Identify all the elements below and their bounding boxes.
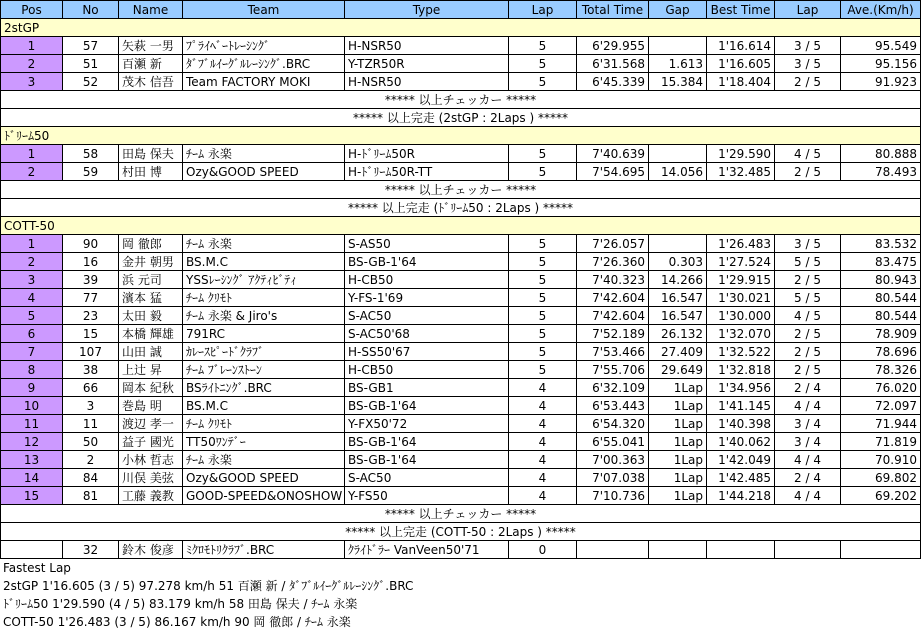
average-speed-cell: 69.202: [841, 487, 921, 505]
column-header: Lap: [509, 1, 577, 19]
name-cell: 益子 國光: [119, 433, 183, 451]
laps-cell: 4: [509, 379, 577, 397]
fastest-lap-line: ﾄﾞﾘｰﾑ50 1'29.590 (4 / 5) 83.179 km/h 58 田島 保夫 / ﾁｰﾑ 永楽: [3, 597, 358, 611]
team-cell: ﾁｰﾑ ｸﾘﾓﾄ: [183, 289, 345, 307]
best-lap-cell: [775, 541, 841, 559]
team-cell: ﾀﾞﾌﾞﾙｲｰｸﾞﾙﾚｰｼﾝｸﾞ.BRC: [183, 55, 345, 73]
number-cell: 107: [63, 343, 119, 361]
table-row: [1, 145, 921, 163]
type-cell: Y-FS50: [345, 487, 509, 505]
total-time-cell: 7'10.736: [577, 487, 649, 505]
team-cell: BS.M.C: [183, 253, 345, 271]
table-row: [1, 307, 921, 325]
table-row: [1, 325, 921, 343]
number-cell: 16: [63, 253, 119, 271]
number-cell: 59: [63, 163, 119, 181]
total-time-cell: [577, 541, 649, 559]
average-speed-cell: 69.802: [841, 469, 921, 487]
finish-note-row: [1, 109, 921, 127]
laps-cell: 5: [509, 73, 577, 91]
position-cell: 6: [1, 325, 63, 343]
fastest-lap-section: [0, 559, 900, 631]
name-cell: 渡辺 孝一: [119, 415, 183, 433]
team-cell: ﾁｰﾑ 永楽: [183, 145, 345, 163]
type-cell: BS-GB-1'64: [345, 433, 509, 451]
position-cell: 12: [1, 433, 63, 451]
number-cell: 84: [63, 469, 119, 487]
position-cell: 14: [1, 469, 63, 487]
team-cell: BS.M.C: [183, 397, 345, 415]
fastest-lap-line: 2stGP 1'16.605 (3 / 5) 97.278 km/h 51 百瀬 新 / ﾀﾞﾌﾞﾙｲｰｸﾞﾙﾚｰｼﾝｸﾞ.BRC: [3, 579, 414, 593]
checker-note: ***** 以上チェッカー *****: [1, 181, 921, 199]
total-time-cell: 7'52.189: [577, 325, 649, 343]
column-header: No: [63, 1, 119, 19]
column-header: Type: [345, 1, 509, 19]
gap-cell: 0.303: [649, 253, 707, 271]
position-cell: 1: [1, 37, 63, 55]
best-lap-cell: 3 / 5: [775, 235, 841, 253]
laps-cell: 5: [509, 37, 577, 55]
class-title: ﾄﾞﾘｰﾑ50: [1, 127, 921, 145]
total-time-cell: 7'42.604: [577, 307, 649, 325]
total-time-cell: 7'26.360: [577, 253, 649, 271]
best-lap-cell: 4 / 4: [775, 487, 841, 505]
checker-note: ***** 以上チェッカー *****: [1, 505, 921, 523]
total-time-cell: 7'07.038: [577, 469, 649, 487]
position-cell: 7: [1, 343, 63, 361]
gap-cell: 26.132: [649, 325, 707, 343]
position-cell: 2: [1, 253, 63, 271]
table-row: [1, 397, 921, 415]
team-cell: ﾁｰﾑ 永楽 & Jiro's: [183, 307, 345, 325]
class-title-row: [1, 127, 921, 145]
position-cell: 4: [1, 289, 63, 307]
name-cell: 岡本 紀秋: [119, 379, 183, 397]
team-cell: Ozy&GOOD SPEED: [183, 469, 345, 487]
laps-cell: 4: [509, 487, 577, 505]
column-header: Pos: [1, 1, 63, 19]
team-cell: ﾁｰﾑ 永楽: [183, 235, 345, 253]
number-cell: 39: [63, 271, 119, 289]
gap-cell: 14.056: [649, 163, 707, 181]
position-cell: 2: [1, 163, 63, 181]
laps-cell: 5: [509, 343, 577, 361]
gap-cell: 29.649: [649, 361, 707, 379]
table-row: [1, 433, 921, 451]
type-cell: S-AS50: [345, 235, 509, 253]
column-header: Team: [183, 1, 345, 19]
best-time-cell: 1'40.398: [707, 415, 775, 433]
type-cell: S-AC50: [345, 469, 509, 487]
type-cell: Y-FX50'72: [345, 415, 509, 433]
table-row: [1, 289, 921, 307]
team-cell: YSSﾚｰｼﾝｸﾞ ｱｸﾃｨﾋﾞﾃｨ: [183, 271, 345, 289]
team-cell: ﾁｰﾑ ﾌﾞﾚｰﾝｽﾄｰﾝ: [183, 361, 345, 379]
best-lap-cell: 2 / 5: [775, 73, 841, 91]
average-speed-cell: 71.944: [841, 415, 921, 433]
best-lap-cell: 4 / 5: [775, 145, 841, 163]
name-cell: 金井 朝男: [119, 253, 183, 271]
position-cell: 10: [1, 397, 63, 415]
total-time-cell: 6'54.320: [577, 415, 649, 433]
finish-note: ***** 以上完走 (COTT-50 : 2Laps ) *****: [1, 523, 921, 541]
average-speed-cell: [841, 541, 921, 559]
results-body: [1, 19, 921, 559]
best-time-cell: 1'27.524: [707, 253, 775, 271]
average-speed-cell: 76.020: [841, 379, 921, 397]
finish-note-row: [1, 523, 921, 541]
gap-cell: 16.547: [649, 289, 707, 307]
team-cell: ﾁｰﾑ ｸﾘﾓﾄ: [183, 415, 345, 433]
total-time-cell: 6'55.041: [577, 433, 649, 451]
type-cell: Y-FS-1'69: [345, 289, 509, 307]
best-time-cell: 1'32.485: [707, 163, 775, 181]
best-lap-cell: 5 / 5: [775, 253, 841, 271]
laps-cell: 5: [509, 307, 577, 325]
name-cell: 太田 毅: [119, 307, 183, 325]
best-lap-cell: 5 / 5: [775, 289, 841, 307]
best-time-cell: 1'34.956: [707, 379, 775, 397]
number-cell: 81: [63, 487, 119, 505]
class-title-row: [1, 217, 921, 235]
name-cell: 矢萩 一男: [119, 37, 183, 55]
class-title-row: [1, 19, 921, 37]
checker-note-row: [1, 181, 921, 199]
name-cell: 鈴木 俊彦: [119, 541, 183, 559]
best-time-cell: 1'29.590: [707, 145, 775, 163]
type-cell: ｸﾗｲﾄﾞﾗｰ VanVeen50'71: [345, 541, 509, 559]
table-row: [1, 343, 921, 361]
best-time-cell: 1'29.915: [707, 271, 775, 289]
total-time-cell: 6'31.568: [577, 55, 649, 73]
table-row: [1, 271, 921, 289]
laps-cell: 4: [509, 451, 577, 469]
number-cell: 2: [63, 451, 119, 469]
number-cell: 50: [63, 433, 119, 451]
table-row: [1, 235, 921, 253]
type-cell: Y-TZR50R: [345, 55, 509, 73]
best-time-cell: 1'18.404: [707, 73, 775, 91]
name-cell: 岡 徹郎: [119, 235, 183, 253]
number-cell: 3: [63, 397, 119, 415]
number-cell: 11: [63, 415, 119, 433]
number-cell: 38: [63, 361, 119, 379]
best-lap-cell: 2 / 4: [775, 469, 841, 487]
best-time-cell: 1'30.021: [707, 289, 775, 307]
average-speed-cell: 78.909: [841, 325, 921, 343]
best-time-cell: 1'44.218: [707, 487, 775, 505]
average-speed-cell: 80.544: [841, 289, 921, 307]
team-cell: ﾌﾟﾗｲﾍﾞｰﾄﾚｰｼﾝｸﾞ: [183, 37, 345, 55]
gap-cell: 1Lap: [649, 469, 707, 487]
average-speed-cell: 78.326: [841, 361, 921, 379]
table-row: [1, 415, 921, 433]
checker-note-row: [1, 505, 921, 523]
name-cell: 川俣 美弦: [119, 469, 183, 487]
column-header: Name: [119, 1, 183, 19]
position-cell: 5: [1, 307, 63, 325]
name-cell: 村田 博: [119, 163, 183, 181]
laps-cell: 0: [509, 541, 577, 559]
best-lap-cell: 2 / 5: [775, 325, 841, 343]
finish-note: ***** 以上完走 (ﾄﾞﾘｰﾑ50 : 2Laps ) *****: [1, 199, 921, 217]
gap-cell: 1Lap: [649, 397, 707, 415]
best-lap-cell: 2 / 5: [775, 163, 841, 181]
column-header: Ave.(Km/h): [841, 1, 921, 19]
average-speed-cell: 70.910: [841, 451, 921, 469]
average-speed-cell: 91.923: [841, 73, 921, 91]
column-header: Gap: [649, 1, 707, 19]
best-time-cell: 1'42.485: [707, 469, 775, 487]
number-cell: 23: [63, 307, 119, 325]
gap-cell: 1.613: [649, 55, 707, 73]
best-time-cell: 1'42.049: [707, 451, 775, 469]
average-speed-cell: 83.532: [841, 235, 921, 253]
best-lap-cell: 4 / 5: [775, 307, 841, 325]
type-cell: BS-GB1: [345, 379, 509, 397]
team-cell: Ozy&GOOD SPEED: [183, 163, 345, 181]
checker-note: ***** 以上チェッカー *****: [1, 91, 921, 109]
name-cell: 上辻 昇: [119, 361, 183, 379]
average-speed-cell: 71.819: [841, 433, 921, 451]
total-time-cell: 7'54.695: [577, 163, 649, 181]
table-row: [1, 37, 921, 55]
average-speed-cell: 80.943: [841, 271, 921, 289]
gap-cell: 14.266: [649, 271, 707, 289]
gap-cell: 1Lap: [649, 379, 707, 397]
total-time-cell: 7'40.323: [577, 271, 649, 289]
position-cell: 8: [1, 361, 63, 379]
best-lap-cell: 3 / 5: [775, 37, 841, 55]
type-cell: BS-GB-1'64: [345, 397, 509, 415]
number-cell: 15: [63, 325, 119, 343]
laps-cell: 4: [509, 469, 577, 487]
name-cell: 茂木 信吾: [119, 73, 183, 91]
laps-cell: 5: [509, 145, 577, 163]
number-cell: 51: [63, 55, 119, 73]
table-row: [1, 451, 921, 469]
average-speed-cell: 95.549: [841, 37, 921, 55]
gap-cell: [649, 37, 707, 55]
name-cell: 田島 保夫: [119, 145, 183, 163]
table-row: [1, 469, 921, 487]
name-cell: 小林 哲志: [119, 451, 183, 469]
column-header: Lap: [775, 1, 841, 19]
position-cell: 1: [1, 235, 63, 253]
total-time-cell: 6'53.443: [577, 397, 649, 415]
best-lap-cell: 2 / 5: [775, 271, 841, 289]
column-header: Total Time: [577, 1, 649, 19]
gap-cell: 1Lap: [649, 451, 707, 469]
total-time-cell: 7'26.057: [577, 235, 649, 253]
total-time-cell: 7'40.639: [577, 145, 649, 163]
position-cell: 13: [1, 451, 63, 469]
fastest-lap-title: Fastest Lap: [3, 561, 71, 575]
total-time-cell: 7'55.706: [577, 361, 649, 379]
name-cell: 山田 誠: [119, 343, 183, 361]
average-speed-cell: 80.544: [841, 307, 921, 325]
gap-cell: 16.547: [649, 307, 707, 325]
fastest-lap-line: COTT-50 1'26.483 (3 / 5) 86.167 km/h 90 岡 徹郎 / ﾁｰﾑ 永楽: [3, 615, 351, 629]
team-cell: ｶﾚｰｽﾋﾟｰﾄﾞｸﾗﾌﾞ: [183, 343, 345, 361]
name-cell: 本橋 輝雄: [119, 325, 183, 343]
class-title: 2stGP: [1, 19, 921, 37]
name-cell: 濱本 猛: [119, 289, 183, 307]
type-cell: H-SS50'67: [345, 343, 509, 361]
type-cell: H-ﾄﾞﾘｰﾑ50R-TT: [345, 163, 509, 181]
laps-cell: 5: [509, 271, 577, 289]
team-cell: 791RC: [183, 325, 345, 343]
team-cell: BSﾗｲﾄﾆﾝｸﾞ.BRC: [183, 379, 345, 397]
gap-cell: [649, 145, 707, 163]
type-cell: H-NSR50: [345, 73, 509, 91]
best-time-cell: 1'16.605: [707, 55, 775, 73]
gap-cell: 1Lap: [649, 487, 707, 505]
team-cell: TT50ﾜﾝﾃﾞｰ: [183, 433, 345, 451]
laps-cell: 5: [509, 163, 577, 181]
team-cell: ﾁｰﾑ 永楽: [183, 451, 345, 469]
number-cell: 90: [63, 235, 119, 253]
gap-cell: 15.384: [649, 73, 707, 91]
type-cell: BS-GB-1'64: [345, 253, 509, 271]
type-cell: H-NSR50: [345, 37, 509, 55]
best-time-cell: 1'40.062: [707, 433, 775, 451]
team-cell: ﾐｸﾛﾓﾄﾘｸﾗﾌﾞ.BRC: [183, 541, 345, 559]
best-lap-cell: 3 / 5: [775, 55, 841, 73]
laps-cell: 4: [509, 433, 577, 451]
laps-cell: 4: [509, 415, 577, 433]
average-speed-cell: 72.097: [841, 397, 921, 415]
total-time-cell: 7'42.604: [577, 289, 649, 307]
position-cell: 15: [1, 487, 63, 505]
type-cell: H-CB50: [345, 361, 509, 379]
type-cell: H-CB50: [345, 271, 509, 289]
best-time-cell: 1'32.070: [707, 325, 775, 343]
total-time-cell: 6'32.109: [577, 379, 649, 397]
number-cell: 57: [63, 37, 119, 55]
gap-cell: [649, 235, 707, 253]
type-cell: S-AC50'68: [345, 325, 509, 343]
gap-cell: 1Lap: [649, 433, 707, 451]
number-cell: 52: [63, 73, 119, 91]
finish-note: ***** 以上完走 (2stGP : 2Laps ) *****: [1, 109, 921, 127]
number-cell: 77: [63, 289, 119, 307]
position-cell: 3: [1, 73, 63, 91]
position-cell: 9: [1, 379, 63, 397]
table-row: [1, 487, 921, 505]
laps-cell: 5: [509, 361, 577, 379]
position-cell: 11: [1, 415, 63, 433]
number-cell: 66: [63, 379, 119, 397]
average-speed-cell: 83.475: [841, 253, 921, 271]
gap-cell: 1Lap: [649, 415, 707, 433]
name-cell: 百瀬 新: [119, 55, 183, 73]
team-cell: GOOD-SPEED&ONOSHOW: [183, 487, 345, 505]
type-cell: S-AC50: [345, 307, 509, 325]
best-time-cell: 1'41.145: [707, 397, 775, 415]
name-cell: 浜 元司: [119, 271, 183, 289]
position-cell: 2: [1, 55, 63, 73]
best-lap-cell: 2 / 5: [775, 343, 841, 361]
name-cell: 巻島 明: [119, 397, 183, 415]
laps-cell: 5: [509, 289, 577, 307]
table-row: [1, 55, 921, 73]
best-time-cell: [707, 541, 775, 559]
laps-cell: 5: [509, 55, 577, 73]
header-row: [1, 1, 921, 19]
position-cell: 3: [1, 271, 63, 289]
total-time-cell: 7'53.466: [577, 343, 649, 361]
position-cell: 1: [1, 145, 63, 163]
table-row: [1, 361, 921, 379]
table-row: [1, 73, 921, 91]
laps-cell: 5: [509, 253, 577, 271]
best-time-cell: 1'32.522: [707, 343, 775, 361]
number-cell: 32: [63, 541, 119, 559]
gap-cell: 27.409: [649, 343, 707, 361]
best-lap-cell: 2 / 5: [775, 361, 841, 379]
gap-cell: [649, 541, 707, 559]
total-time-cell: 6'29.955: [577, 37, 649, 55]
table-row: [1, 163, 921, 181]
total-time-cell: 6'45.339: [577, 73, 649, 91]
laps-cell: 5: [509, 325, 577, 343]
name-cell: 工藤 義教: [119, 487, 183, 505]
average-speed-cell: 80.888: [841, 145, 921, 163]
table-row: [1, 253, 921, 271]
checker-note-row: [1, 91, 921, 109]
table-row: [1, 541, 921, 559]
position-cell: [1, 541, 63, 559]
number-cell: 58: [63, 145, 119, 163]
best-lap-cell: 4 / 4: [775, 451, 841, 469]
column-header: Best Time: [707, 1, 775, 19]
best-time-cell: 1'26.483: [707, 235, 775, 253]
finish-note-row: [1, 199, 921, 217]
best-time-cell: 1'30.000: [707, 307, 775, 325]
best-lap-cell: 3 / 4: [775, 415, 841, 433]
type-cell: BS-GB-1'64: [345, 451, 509, 469]
best-lap-cell: 2 / 4: [775, 379, 841, 397]
team-cell: Team FACTORY MOKI: [183, 73, 345, 91]
table-row: [1, 379, 921, 397]
type-cell: H-ﾄﾞﾘｰﾑ50R: [345, 145, 509, 163]
average-speed-cell: 78.493: [841, 163, 921, 181]
best-lap-cell: 3 / 4: [775, 433, 841, 451]
average-speed-cell: 95.156: [841, 55, 921, 73]
best-time-cell: 1'32.818: [707, 361, 775, 379]
class-title: COTT-50: [1, 217, 921, 235]
best-time-cell: 1'16.614: [707, 37, 775, 55]
best-lap-cell: 4 / 4: [775, 397, 841, 415]
total-time-cell: 7'00.363: [577, 451, 649, 469]
laps-cell: 4: [509, 397, 577, 415]
average-speed-cell: 78.696: [841, 343, 921, 361]
laps-cell: 5: [509, 235, 577, 253]
